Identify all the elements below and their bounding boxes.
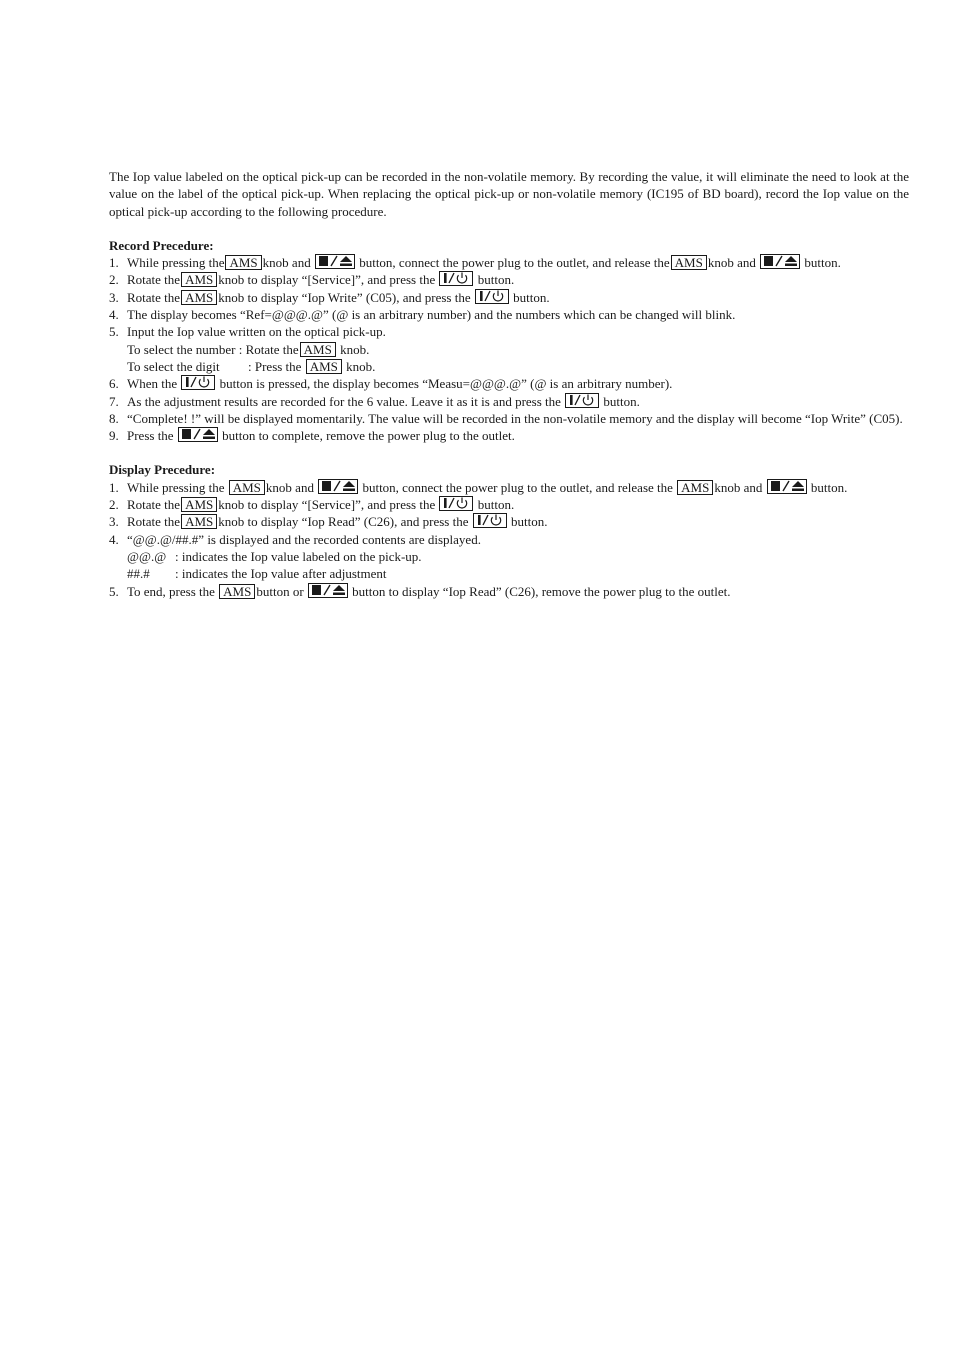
stop-eject-key-icon [767, 479, 807, 494]
stop-eject-key-icon [318, 479, 358, 494]
power-key-icon [439, 496, 473, 511]
intro-paragraph: The Iop value labeled on the optical pick-up can be recorded in the non-volatile memory. By recording the value, it will eliminate the need to look at the value on the label of the optical pick-up. When replacing the optical pick-up or non-volatile memory (IC195 of BD board), record the Iop value on the optical pick-up according to the following procedure. [109, 169, 909, 219]
ams-key: AMS [219, 584, 255, 599]
display-step-2: 2. Rotate the AMS knob to display “[Service]”, and press the button. [109, 497, 515, 513]
record-step-8: 8. “Complete! !” will be displayed momentarily. The value will be recorded in the non-volatile memory and the display will become “Iop Write” (C05). [109, 410, 903, 426]
ams-key: AMS [229, 480, 265, 495]
record-step-5: 5. Input the Iop value written on the optical pick-up. To select the number : Rotate the AMS knob. To select the digit : Press the AMS knob. [109, 323, 909, 375]
ams-key: AMS [677, 480, 713, 495]
ams-key: AMS [306, 359, 342, 374]
record-step-1: 1. While pressing the AMS knob and button, connect the power plug to the outlet, and release the AMS knob and button. [109, 255, 841, 271]
power-key-icon [439, 271, 473, 286]
display-step-1: 1. While pressing the AMS knob and button, connect the power plug to the outlet, and release the AMS knob and button. [109, 479, 848, 495]
record-procedure-heading: Record Precedure: [109, 237, 214, 253]
ams-key: AMS [181, 514, 217, 529]
stop-eject-key-icon [178, 427, 218, 442]
power-key-icon [181, 375, 215, 390]
record-step-6: 6. When the button is pressed, the display becomes “Measu=@@@.@” (@ is an arbitrary number). [109, 376, 673, 392]
display-step-3: 3. Rotate the AMS knob to display “Iop Read” (C26), and press the button. [109, 514, 548, 530]
record-step-5-digit: To select the digit : Press the AMS knob. [127, 358, 376, 374]
display-procedure-steps [109, 479, 909, 600]
power-key-icon [475, 289, 509, 304]
record-step-7: 7. As the adjustment results are recorded for the 6 value. Leave it as it is and press the button. [109, 393, 640, 409]
stop-eject-key-icon [308, 583, 348, 598]
display-procedure-heading: Display Precedure: [109, 462, 216, 478]
display-step-4-adjusted: ##.# : indicates the Iop value after adjustment [127, 566, 387, 582]
record-step-2: 2. Rotate the AMS knob to display “[Service]”, and press the button. [109, 272, 515, 288]
display-step-4: 4. “@@.@/##.#” is displayed and the recorded contents are displayed. @@.@ : indicates the Iop value labeled on the pick-up. ##.# : indicates the Iop value after adjustment [109, 531, 909, 583]
record-step-3: 3. Rotate the AMS knob to display “Iop Write” (C05), and press the button. [109, 289, 550, 305]
stop-eject-key-icon [760, 254, 800, 269]
ams-key: AMS [300, 342, 336, 357]
display-step-5: 5. To end, press the AMS button or button to display “Iop Read” (C26), remove the power plug to the outlet. [109, 583, 731, 599]
ams-key: AMS [671, 255, 707, 270]
document-page [109, 168, 909, 600]
record-step-4: 4. The display becomes “Ref=@@@.@” (@ is an arbitrary number) and the numbers which can be changed will blink. [109, 307, 736, 323]
display-step-4-labeled: @@.@ : indicates the Iop value labeled on the pick-up. [127, 548, 422, 564]
ams-key: AMS [181, 272, 217, 287]
power-key-icon [473, 513, 507, 528]
stop-eject-key-icon [315, 254, 355, 269]
record-procedure-steps [109, 254, 909, 444]
record-step-5-number: To select the number : Rotate the AMS knob. [127, 341, 370, 357]
ams-key: AMS [181, 497, 217, 512]
ams-key: AMS [181, 290, 217, 305]
power-key-icon [565, 393, 599, 408]
ams-key: AMS [225, 255, 261, 270]
record-step-9: 9. Press the button to complete, remove the power plug to the outlet. [109, 428, 515, 444]
